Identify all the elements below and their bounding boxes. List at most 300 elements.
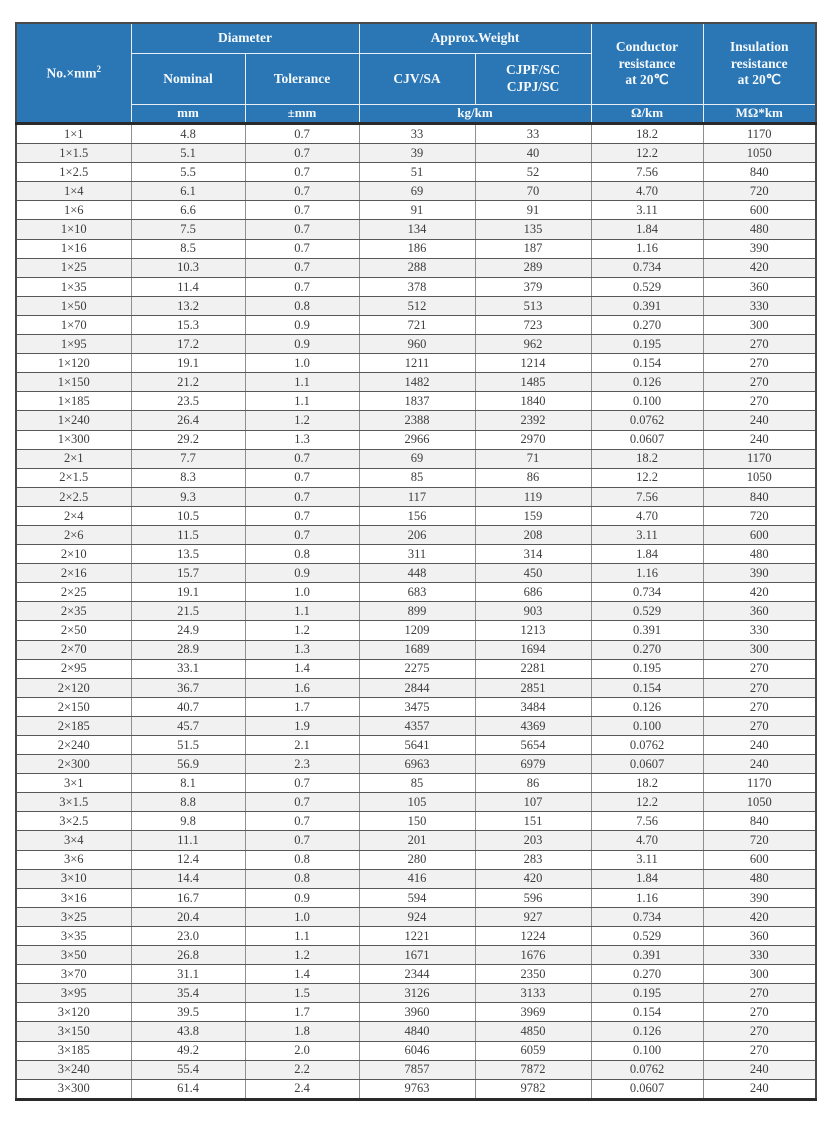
table-row [16, 201, 816, 220]
table-cell: 0.734 [591, 583, 703, 602]
table-cell: 3×1 [16, 774, 131, 793]
table-cell: 300 [703, 965, 816, 984]
table-cell: 85 [359, 774, 475, 793]
table-cell: 40 [475, 144, 591, 163]
table-row [16, 124, 816, 144]
table-cell: 2×300 [16, 755, 131, 774]
table-cell: 720 [703, 831, 816, 850]
table-cell: 1×185 [16, 392, 131, 411]
table-row [16, 392, 816, 411]
table-cell: 3×70 [16, 965, 131, 984]
table-cell: 1.3 [245, 430, 359, 449]
table-row [16, 583, 816, 602]
table-row [16, 602, 816, 621]
header-cjpf-cjpj: CJPF/SC CJPJ/SC [475, 54, 591, 105]
table-cell: 1×70 [16, 315, 131, 334]
table-cell: 206 [359, 525, 475, 544]
table-cell: 3×120 [16, 1003, 131, 1022]
table-cell: 330 [703, 946, 816, 965]
table-cell: 1.9 [245, 716, 359, 735]
table-cell: 0.0607 [591, 430, 703, 449]
table-cell: 150 [359, 812, 475, 831]
table-cell: 1×35 [16, 277, 131, 296]
table-cell: 1214 [475, 354, 591, 373]
table-cell: 1.7 [245, 1003, 359, 1022]
table-cell: 7.56 [591, 163, 703, 182]
table-row [16, 736, 816, 755]
table-cell: 6046 [359, 1041, 475, 1060]
table-row [16, 545, 816, 564]
table-cell: 480 [703, 220, 816, 239]
table-cell: 2966 [359, 430, 475, 449]
table-row [16, 640, 816, 659]
table-cell: 5654 [475, 736, 591, 755]
table-cell: 2388 [359, 411, 475, 430]
table-row [16, 831, 816, 850]
table-cell: 151 [475, 812, 591, 831]
table-cell: 1211 [359, 354, 475, 373]
table-cell: 7.7 [131, 449, 245, 468]
table-cell: 0.0607 [591, 1079, 703, 1099]
table-cell: 683 [359, 583, 475, 602]
table-cell: 33 [475, 124, 591, 144]
table-cell: 45.7 [131, 716, 245, 735]
table-cell: 840 [703, 163, 816, 182]
table-cell: 51 [359, 163, 475, 182]
table-cell: 594 [359, 888, 475, 907]
table-cell: 1.4 [245, 965, 359, 984]
table-cell: 1.84 [591, 545, 703, 564]
table-cell: 513 [475, 296, 591, 315]
table-cell: 0.0762 [591, 1060, 703, 1079]
table-cell: 0.195 [591, 659, 703, 678]
table-cell: 0.7 [245, 124, 359, 144]
table-cell: 3×16 [16, 888, 131, 907]
table-cell: 23.5 [131, 392, 245, 411]
table-cell: 0.126 [591, 1022, 703, 1041]
table-cell: 0.0762 [591, 411, 703, 430]
table-cell: 420 [703, 583, 816, 602]
table-cell: 24.9 [131, 621, 245, 640]
table-cell: 0.154 [591, 1003, 703, 1022]
table-cell: 480 [703, 869, 816, 888]
table-cell: 156 [359, 506, 475, 525]
table-cell: 3×35 [16, 926, 131, 945]
table-cell: 0.529 [591, 926, 703, 945]
table-cell: 1.84 [591, 220, 703, 239]
table-cell: 3×240 [16, 1060, 131, 1079]
table-cell: 8.3 [131, 468, 245, 487]
table-cell: 1×150 [16, 373, 131, 392]
table-row [16, 946, 816, 965]
table-cell: 448 [359, 564, 475, 583]
table-row [16, 1003, 816, 1022]
table-header [16, 23, 816, 124]
table-cell: 0.7 [245, 220, 359, 239]
table-cell: 0.529 [591, 277, 703, 296]
table-cell: 240 [703, 1079, 816, 1099]
table-cell: 9763 [359, 1079, 475, 1099]
table-cell: 4.70 [591, 506, 703, 525]
table-cell: 0.7 [245, 449, 359, 468]
table-cell: 0.9 [245, 564, 359, 583]
table-cell: 2851 [475, 678, 591, 697]
table-cell: 240 [703, 1060, 816, 1079]
table-cell: 0.7 [245, 506, 359, 525]
table-cell: 1×1 [16, 124, 131, 144]
table-row [16, 296, 816, 315]
table-cell: 6963 [359, 755, 475, 774]
table-cell: 7.56 [591, 812, 703, 831]
table-cell: 1.16 [591, 239, 703, 258]
table-cell: 33 [359, 124, 475, 144]
table-cell: 2.4 [245, 1079, 359, 1099]
table-cell: 33.1 [131, 659, 245, 678]
table-row [16, 621, 816, 640]
table-row [16, 1041, 816, 1060]
table-cell: 720 [703, 506, 816, 525]
table-cell: 31.1 [131, 965, 245, 984]
table-cell: 3×4 [16, 831, 131, 850]
table-cell: 1.1 [245, 602, 359, 621]
table-row [16, 907, 816, 926]
table-cell: 330 [703, 296, 816, 315]
table-cell: 12.2 [591, 468, 703, 487]
cable-spec-table [15, 22, 817, 1101]
table-cell: 15.7 [131, 564, 245, 583]
table-row [16, 812, 816, 831]
table-cell: 360 [703, 277, 816, 296]
table-cell: 3960 [359, 1003, 475, 1022]
table-cell: 3×185 [16, 1041, 131, 1060]
table-cell: 1.6 [245, 678, 359, 697]
table-cell: 283 [475, 850, 591, 869]
table-cell: 3.11 [591, 850, 703, 869]
table-cell: 311 [359, 545, 475, 564]
table-cell: 960 [359, 335, 475, 354]
table-cell: 61.4 [131, 1079, 245, 1099]
table-row [16, 335, 816, 354]
table-cell: 0.7 [245, 258, 359, 277]
table-cell: 686 [475, 583, 591, 602]
header-spec: $No.\times mm^2$ [16, 23, 131, 124]
table-cell: 1×95 [16, 335, 131, 354]
table-cell: 0.0762 [591, 736, 703, 755]
table-cell: 15.3 [131, 315, 245, 334]
table-cell: 203 [475, 831, 591, 850]
header-tolerance: Tolerance [245, 54, 359, 105]
table-cell: 1485 [475, 373, 591, 392]
table-cell: 3×1.5 [16, 793, 131, 812]
table-cell: 0.391 [591, 946, 703, 965]
table-cell: 6059 [475, 1041, 591, 1060]
table-cell: 0.7 [245, 277, 359, 296]
table-cell: 1×1.5 [16, 144, 131, 163]
table-cell: 17.2 [131, 335, 245, 354]
table-cell: 1221 [359, 926, 475, 945]
table-cell: 2970 [475, 430, 591, 449]
table-cell: 1482 [359, 373, 475, 392]
table-cell: 5641 [359, 736, 475, 755]
table-cell: 21.5 [131, 602, 245, 621]
table-cell: 86 [475, 468, 591, 487]
table-cell: 0.0607 [591, 755, 703, 774]
table-cell: 270 [703, 716, 816, 735]
table-cell: 1671 [359, 946, 475, 965]
table-cell: 2.1 [245, 736, 359, 755]
table-cell: 0.9 [245, 315, 359, 334]
table-cell: 2392 [475, 411, 591, 430]
table-cell: 2×185 [16, 716, 131, 735]
table-cell: 19.1 [131, 583, 245, 602]
table-row [16, 354, 816, 373]
header-nominal: Nominal [131, 54, 245, 105]
table-cell: 1×4 [16, 182, 131, 201]
table-cell: 2×10 [16, 545, 131, 564]
table-row [16, 888, 816, 907]
table-row [16, 678, 816, 697]
table-cell: 6.1 [131, 182, 245, 201]
table-cell: 119 [475, 487, 591, 506]
table-cell: 1694 [475, 640, 591, 659]
table-cell: 3126 [359, 984, 475, 1003]
table-cell: 4357 [359, 716, 475, 735]
table-cell: 1050 [703, 468, 816, 487]
table-row [16, 411, 816, 430]
table-cell: 2×240 [16, 736, 131, 755]
unit-conductor: Ω/km [591, 105, 703, 124]
table-cell: 5.5 [131, 163, 245, 182]
table-cell: 240 [703, 411, 816, 430]
table-cell: 19.1 [131, 354, 245, 373]
table-cell: 7872 [475, 1060, 591, 1079]
table-cell: 0.100 [591, 1041, 703, 1060]
header-conductor-resistance: Conductor resistance at 20℃ [591, 23, 703, 105]
table-cell: 1213 [475, 621, 591, 640]
table-cell: 11.5 [131, 525, 245, 544]
table-cell: 86 [475, 774, 591, 793]
unit-mm: mm [131, 105, 245, 124]
table-cell: 52 [475, 163, 591, 182]
table-cell: 0.7 [245, 144, 359, 163]
table-cell: 0.734 [591, 907, 703, 926]
table-cell: 720 [703, 182, 816, 201]
table-cell: 1689 [359, 640, 475, 659]
table-cell: 1.2 [245, 411, 359, 430]
table-cell: 390 [703, 239, 816, 258]
header-diameter-group: Diameter [131, 23, 359, 54]
table-cell: 18.2 [591, 124, 703, 144]
table-cell: 28.9 [131, 640, 245, 659]
table-cell: 26.4 [131, 411, 245, 430]
table-cell: 600 [703, 201, 816, 220]
table-cell: 10.5 [131, 506, 245, 525]
table-cell: 1050 [703, 144, 816, 163]
table-cell: 91 [475, 201, 591, 220]
table-cell: 12.4 [131, 850, 245, 869]
table-cell: 7.56 [591, 487, 703, 506]
unit-insulation: MΩ*km [703, 105, 816, 124]
table-cell: 69 [359, 182, 475, 201]
table-cell: 0.126 [591, 697, 703, 716]
table-cell: 0.7 [245, 812, 359, 831]
table-cell: 2×2.5 [16, 487, 131, 506]
table-cell: 840 [703, 812, 816, 831]
table-row [16, 220, 816, 239]
table-row [16, 926, 816, 945]
table-cell: 0.7 [245, 182, 359, 201]
table-cell: 270 [703, 373, 816, 392]
table-cell: 512 [359, 296, 475, 315]
table-cell: 1.0 [245, 907, 359, 926]
table-cell: 0.195 [591, 335, 703, 354]
table-cell: 1×16 [16, 239, 131, 258]
table-row [16, 315, 816, 334]
table-cell: 2.0 [245, 1041, 359, 1060]
table-cell: 1.1 [245, 926, 359, 945]
table-cell: 480 [703, 545, 816, 564]
table-cell: 280 [359, 850, 475, 869]
table-cell: 1837 [359, 392, 475, 411]
table-row [16, 984, 816, 1003]
table-row [16, 373, 816, 392]
table-cell: 270 [703, 1022, 816, 1041]
table-cell: 71 [475, 449, 591, 468]
table-cell: 1.8 [245, 1022, 359, 1041]
table-cell: 51.5 [131, 736, 245, 755]
table-cell: 1.1 [245, 392, 359, 411]
table-cell: 240 [703, 736, 816, 755]
unit-tolerance: ±mm [245, 105, 359, 124]
table-cell: 927 [475, 907, 591, 926]
table-cell: 420 [475, 869, 591, 888]
table-cell: 2275 [359, 659, 475, 678]
table-cell: 0.7 [245, 163, 359, 182]
table-cell: 26.8 [131, 946, 245, 965]
table-row [16, 525, 816, 544]
table-cell: 56.9 [131, 755, 245, 774]
table-cell: 187 [475, 239, 591, 258]
table-row [16, 774, 816, 793]
table-cell: 0.270 [591, 965, 703, 984]
table-cell: 0.8 [245, 850, 359, 869]
table-cell: 1.3 [245, 640, 359, 659]
table-cell: 159 [475, 506, 591, 525]
table-cell: 0.7 [245, 793, 359, 812]
header-cjv-sa: CJV/SA [359, 54, 475, 105]
table-cell: 3×50 [16, 946, 131, 965]
table-row [16, 163, 816, 182]
table-cell: 270 [703, 1003, 816, 1022]
table-cell: 1.4 [245, 659, 359, 678]
table-cell: 1.7 [245, 697, 359, 716]
table-cell: 0.7 [245, 831, 359, 850]
table-cell: 3×2.5 [16, 812, 131, 831]
table-cell: 1.16 [591, 564, 703, 583]
table-cell: 1840 [475, 392, 591, 411]
table-cell: 1.2 [245, 621, 359, 640]
table-cell: 721 [359, 315, 475, 334]
table-row [16, 850, 816, 869]
table-row [16, 182, 816, 201]
table-cell: 0.100 [591, 392, 703, 411]
table-cell: 416 [359, 869, 475, 888]
header-weight-group: Approx.Weight [359, 23, 591, 54]
table-cell: 0.270 [591, 315, 703, 334]
table-cell: 0.8 [245, 296, 359, 315]
table-cell: 0.9 [245, 888, 359, 907]
table-cell: 289 [475, 258, 591, 277]
table-cell: 14.4 [131, 869, 245, 888]
table-cell: 13.2 [131, 296, 245, 315]
table-cell: 1170 [703, 449, 816, 468]
table-cell: 840 [703, 487, 816, 506]
table-cell: 3×150 [16, 1022, 131, 1041]
table-cell: 6979 [475, 755, 591, 774]
table-cell: 1.5 [245, 984, 359, 1003]
table-cell: 903 [475, 602, 591, 621]
table-cell: 69 [359, 449, 475, 468]
unit-weight: kg/km [359, 105, 591, 124]
table-row [16, 755, 816, 774]
table-cell: 1×2.5 [16, 163, 131, 182]
table-cell: 2×120 [16, 678, 131, 697]
table-cell: 4.70 [591, 182, 703, 201]
table-row [16, 449, 816, 468]
table-cell: 18.2 [591, 449, 703, 468]
table-cell: 186 [359, 239, 475, 258]
table-cell: 270 [703, 984, 816, 1003]
table-cell: 208 [475, 525, 591, 544]
table-cell: 288 [359, 258, 475, 277]
table-row [16, 716, 816, 735]
table-cell: 330 [703, 621, 816, 640]
table-cell: 270 [703, 1041, 816, 1060]
table-cell: 379 [475, 277, 591, 296]
table-cell: 1170 [703, 774, 816, 793]
table-cell: 70 [475, 182, 591, 201]
table-cell: 1.0 [245, 354, 359, 373]
table-cell: 10.3 [131, 258, 245, 277]
table-cell: 240 [703, 430, 816, 449]
table-cell: 1209 [359, 621, 475, 640]
table-cell: 201 [359, 831, 475, 850]
table-cell: 2×25 [16, 583, 131, 602]
table-cell: 270 [703, 392, 816, 411]
table-cell: 2.3 [245, 755, 359, 774]
table-cell: 16.7 [131, 888, 245, 907]
table-cell: 2×50 [16, 621, 131, 640]
table-cell: 360 [703, 926, 816, 945]
table-cell: 0.8 [245, 869, 359, 888]
table-cell: 3133 [475, 984, 591, 1003]
table-cell: 240 [703, 755, 816, 774]
table-cell: 0.126 [591, 373, 703, 392]
table-cell: 1×50 [16, 296, 131, 315]
table-cell: 0.7 [245, 774, 359, 793]
table-cell: 390 [703, 888, 816, 907]
table-cell: 962 [475, 335, 591, 354]
table-cell: 8.8 [131, 793, 245, 812]
table-cell: 0.270 [591, 640, 703, 659]
table-cell: 20.4 [131, 907, 245, 926]
table-cell: 4369 [475, 716, 591, 735]
table-row [16, 1060, 816, 1079]
spec-superscript: 2 [96, 63, 102, 74]
table-cell: 91 [359, 201, 475, 220]
table-cell: 8.5 [131, 239, 245, 258]
table-cell: 21.2 [131, 373, 245, 392]
